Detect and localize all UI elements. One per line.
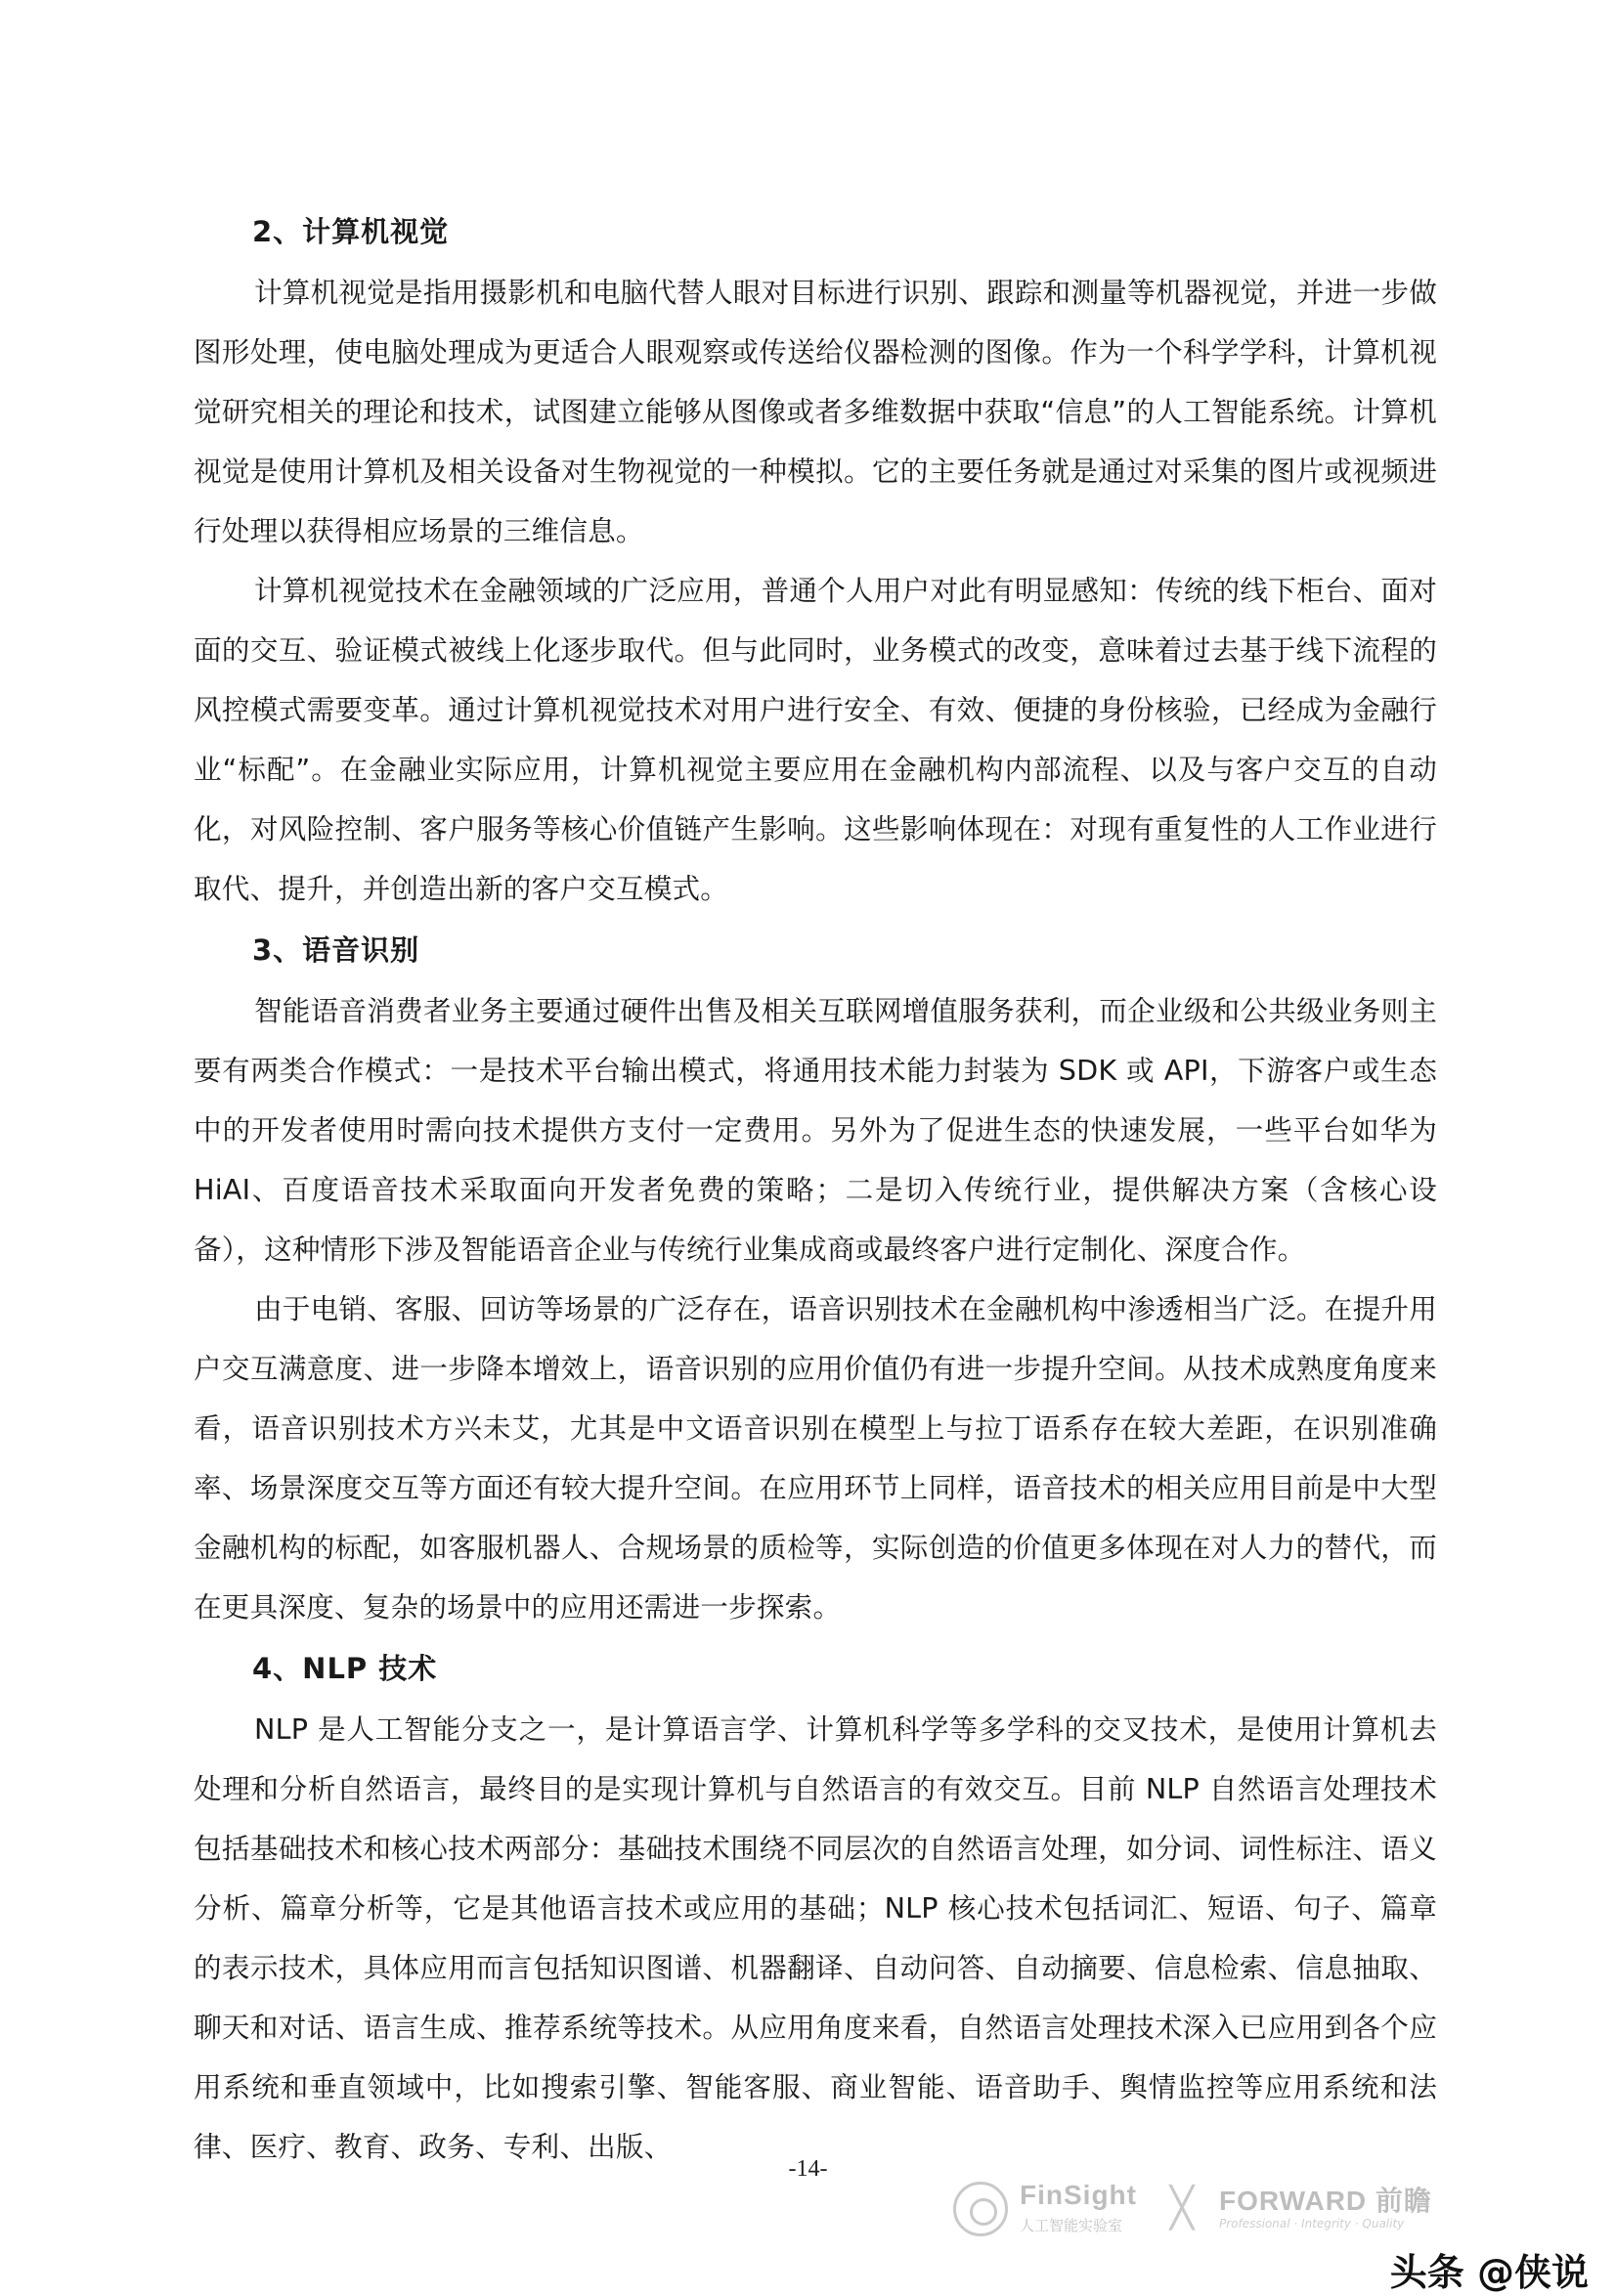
section-heading-computer-vision: 2、计算机视觉 [252, 215, 450, 248]
watermark: 头条 @侠说 [1389, 2251, 1589, 2294]
document-body [194, 200, 1437, 2177]
section-heading-nlp: 4、NLP 技术 [252, 1652, 438, 1685]
page-number: -14- [788, 2156, 828, 2182]
finsight-logo-icon [953, 2182, 1008, 2236]
paragraph-speech-finance: 由于电销、客服、回访等场景的广泛存在，语音识别技术在金融机构中渗透相当广泛。在提升用户交互满意度、进一步降本增效上，语音识别的应用价值仍有进一步提升空间。从技术成熟度角度来看，语音识别技术方兴未艾，尤其是中文语音识别在模型上与拉丁语系存在较大差距，在识别准确率、场景深度交互等方面还有较大提升空间。在应用环节上同样，语音技术的相关应用目前是中大型金融机构的标配，如客服机器人、合规场景的质检等，实际创造的价值更多体现在对人力的替代，而在更具深度、复杂的场景中的应用还需进一步探索。 [194, 1292, 1437, 1624]
forward-name: FORWARD 前瞻 [1219, 2186, 1432, 2216]
forward-subtitle: Professional · Integrity · Quality [1219, 2217, 1405, 2231]
paragraph-nlp: NLP 是人工智能分支之一，是计算语言学、计算机科学等多学科的交叉技术，是使用计算机去处理和分析自然语言，最终目的是实现计算机与自然语言的有效交互。目前 NLP 自然语言处理技术包括基础技术和核心技术两部分：基础技术围绕不同层次的自然语言处理，如分词、词性标注、语义分析、篇章分析等，它是其他语言技术或应用的基础；NLP 核心技术包括词汇、短语、句子、篇章的表示技术，具体应用而言包括知识图谱、机器翻译、自动问答、自动摘要、信息检索、信息抽取、聊天和对话、语言生成、推荐系统等技术。从应用角度来看，自然语言处理技术深入已应用到各个应用系统和垂直领域中，比如搜索引擎、智能客服、商业智能、语音助手、舆情监控等应用系统和法律、医疗、教育、政务、专利、出版、 [194, 1712, 1437, 2163]
finsight-name: FinSight [1020, 2180, 1137, 2210]
section-heading-speech-recognition: 3、语音识别 [252, 933, 420, 967]
finsight-subtitle: 人工智能实验室 [1020, 2217, 1123, 2234]
collab-cross-icon: ╳ [1170, 2186, 1195, 2231]
paragraph-speech-business: 智能语音消费者业务主要通过硬件出售及相关互联网增值服务获利，而企业级和公共级业务则主要有两类合作模式：一是技术平台输出模式，将通用技术能力封装为 SDK 或 API，下游客户或生态中的开发者使用时需向技术提供方支付一定费用。另外为了促进生态的快速发展，一些平台如华为 HiAI、百度语音技术采取面向开发者免费的策略；二是切入传统行业，提供解决方案（含核心设备），这种情形下涉及智能语音企业与传统行业集成商或最终客户进行定制化、深度合作。 [194, 994, 1437, 1266]
paragraph-cv-definition: 计算机视觉是指用摄影机和电脑代替人眼对目标进行识别、跟踪和测量等机器视觉，并进一步做图形处理，使电脑处理成为更适合人眼观察或传送给仪器检测的图像。作为一个科学学科，计算机视觉研究相关的理论和技术，试图建立能够从图像或者多维数据中获取“信息”的人工智能系统。计算机视觉是使用计算机及相关设备对生物视觉的一种模拟。它的主要任务就是通过对采集的图片或视频进行处理以获得相应场景的三维信息。 [194, 276, 1437, 547]
paragraph-cv-finance: 计算机视觉技术在金融领域的广泛应用，普通个人用户对此有明显感知：传统的线下柜台、面对面的交互、验证模式被线上化逐步取代。但与此同时，业务模式的改变，意味着过去基于线下流程的风控模式需要变革。通过计算机视觉技术对用户进行安全、有效、便捷的身份核验，已经成为金融行业“标配”。在金融业实际应用，计算机视觉主要应用在金融机构内部流程、以及与客户交互的自动化，对风险控制、客户服务等核心价值链产生影响。这些影响体现在：对现有重复性的人工作业进行取代、提升，并创造出新的客户交互模式。 [194, 574, 1437, 905]
